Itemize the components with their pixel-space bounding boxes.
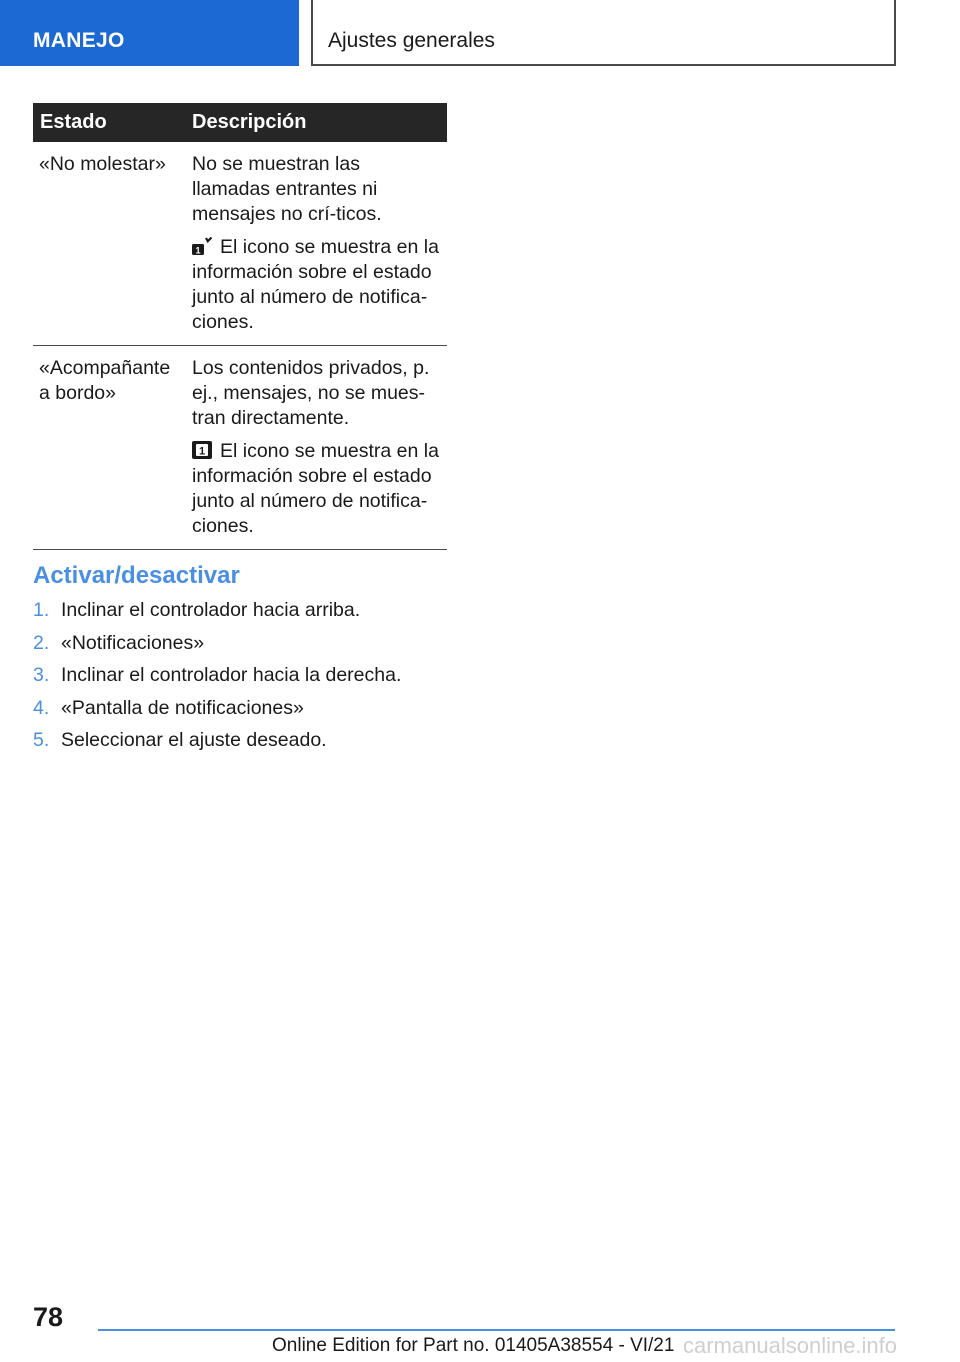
description-cell bbox=[186, 346, 447, 550]
table-row bbox=[33, 142, 447, 346]
steps-list bbox=[33, 598, 453, 761]
icon-note-text: El icono se muestra en la información sobre el estado junto al número de notifica-ciones. bbox=[192, 236, 439, 333]
step-number: 4. bbox=[33, 696, 50, 719]
step-number: 2. bbox=[33, 631, 50, 654]
column-header-state: Estado bbox=[33, 103, 186, 142]
step-text: Inclinar el controlador hacia arriba. bbox=[61, 599, 361, 621]
description-text: No se muestran las llamadas entrantes ni mensajes no crí-ticos. bbox=[192, 153, 382, 225]
section-heading: Activar/desactivar bbox=[33, 562, 240, 589]
section-tab bbox=[0, 0, 299, 66]
list-item bbox=[33, 631, 453, 655]
list-item bbox=[33, 728, 453, 752]
edition-info: Online Edition for Part no. 01405A38554 - VI/21 bbox=[272, 1335, 675, 1356]
step-text: «Notificaciones» bbox=[61, 631, 205, 654]
step-number: 3. bbox=[33, 664, 50, 686]
step-number: 5. bbox=[33, 729, 50, 751]
status-table bbox=[33, 103, 447, 550]
step-text: «Pantalla de notificaciones» bbox=[61, 696, 304, 719]
icon-note bbox=[192, 235, 443, 335]
column-header-description: Descripción bbox=[186, 103, 447, 142]
list-item bbox=[33, 598, 453, 622]
description-text: Los contenidos privados, p. ej., mensajes, no se mues-tran directamente. bbox=[192, 357, 430, 429]
svg-text:1: 1 bbox=[195, 245, 201, 255]
footer-divider bbox=[98, 1329, 895, 1331]
chapter-title: Ajustes generales bbox=[328, 29, 495, 52]
table-row bbox=[33, 346, 447, 550]
icon-note bbox=[192, 439, 443, 539]
page-number: 78 bbox=[33, 1302, 64, 1332]
watermark: carmanualsonline.info bbox=[683, 1333, 898, 1358]
step-number: 1. bbox=[33, 599, 50, 621]
state-cell: «Acompañante a bordo» bbox=[33, 346, 186, 550]
chapter-tab bbox=[311, 0, 896, 66]
state-cell: «No molestar» bbox=[33, 142, 186, 346]
table-header-row bbox=[33, 103, 447, 142]
icon-note-text: El icono se muestra en la información sobre el estado junto al número de notifica-ciones. bbox=[192, 440, 439, 537]
svg-text:1: 1 bbox=[198, 445, 206, 458]
step-text: Seleccionar el ajuste deseado. bbox=[61, 729, 327, 751]
description-cell bbox=[186, 142, 447, 346]
list-item bbox=[33, 696, 453, 720]
step-text: Inclinar el controlador hacia la derecha. bbox=[61, 664, 402, 686]
do-not-disturb-icon bbox=[192, 237, 212, 255]
list-item bbox=[33, 663, 453, 687]
section-title: MANEJO bbox=[33, 29, 125, 52]
passenger-notification-icon bbox=[192, 441, 212, 459]
